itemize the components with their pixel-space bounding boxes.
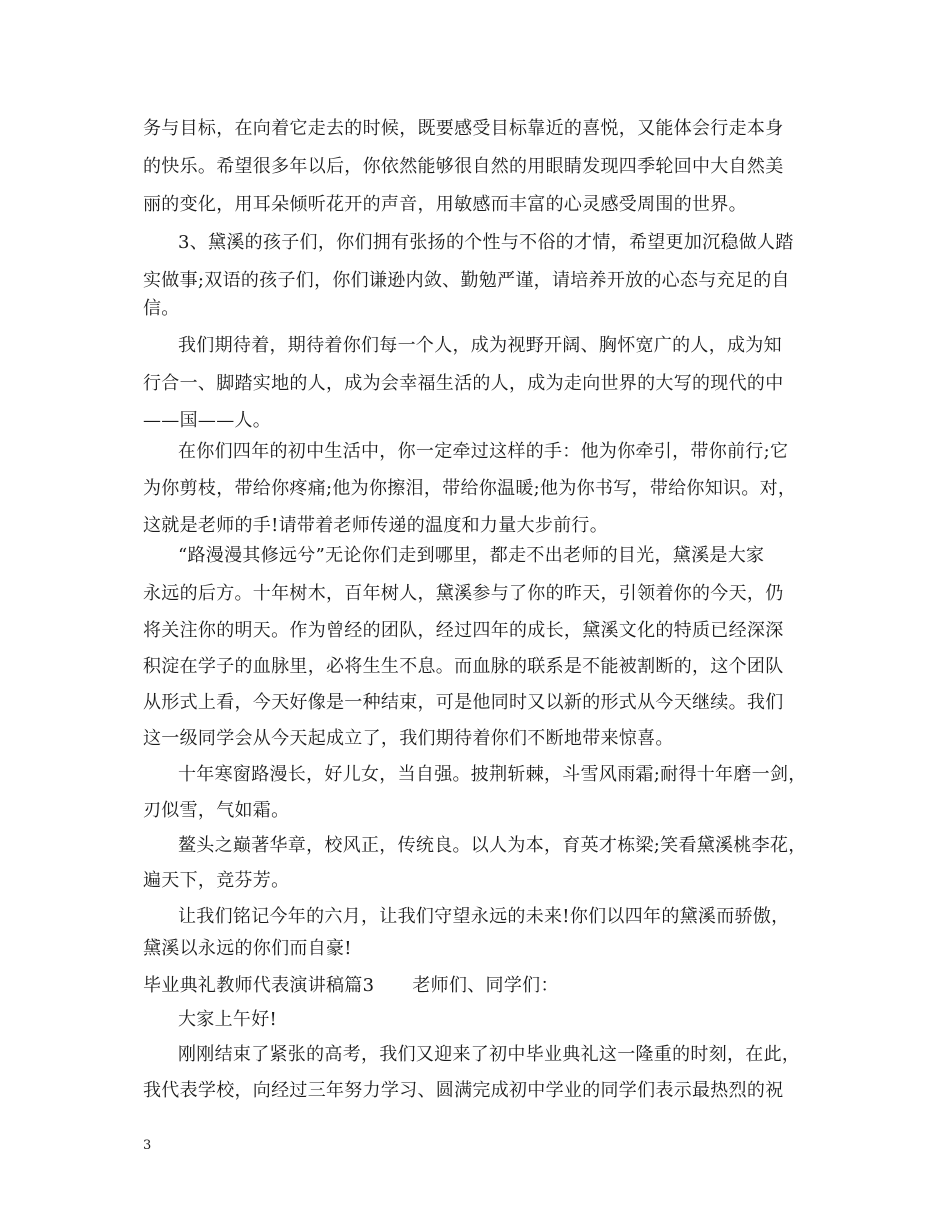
text-line: 务与目标，在向着它走去的时候，既要感受目标靠近的喜悦，又能体会行走本身 bbox=[143, 118, 784, 139]
text-line: 我们期待着，期待着你们每一个人，成为视野开阔、胸怀宽广的人，成为知 bbox=[178, 335, 782, 356]
text-line: 实做事;双语的孩子们，你们谦逊内敛、勤勉严谨，请培养开放的心态与充足的自 bbox=[143, 270, 790, 291]
text-line: 十年寒窗路漫长，好儿女，当自强。披荆斩棘，斗雪风雨霜;耐得十年磨一剑， bbox=[178, 764, 807, 785]
salutation: 老师们、同学们： bbox=[412, 975, 559, 996]
text-line: 这一级同学会从今天起成立了，我们期待着你们不断地带来惊喜。 bbox=[143, 728, 674, 749]
text-line: 遍天下，竞芬芳。 bbox=[143, 870, 290, 891]
text-line: 让我们铭记今年的六月，让我们守望永远的未来!你们以四年的黛溪而骄傲， bbox=[178, 906, 790, 927]
text-line: ——国——人。 bbox=[143, 410, 272, 431]
text-line: 刃似雪，气如霜。 bbox=[143, 800, 290, 821]
text-line: 将关注你的明天。作为曾经的团队，经过四年的成长，黛溪文化的特质已经深深 bbox=[143, 620, 784, 641]
text-line: 黛溪以永远的你们而自豪! bbox=[143, 938, 352, 959]
section-heading: 毕业典礼教师代表演讲稿篇3 bbox=[143, 975, 375, 996]
text-line: 鳌头之巅著华章，校风正，传统良。以人为本，育英才栋梁;笑看黛溪桃李花， bbox=[178, 835, 807, 856]
text-line: 我代表学校，向经过三年努力学习、圆满完成初中学业的同学们表示最热烈的祝 bbox=[143, 1080, 784, 1101]
text-line: “路漫漫其修远兮”无论你们走到哪里，都走不出老师的目光，黛溪是大家 bbox=[178, 545, 765, 566]
text-line: 在你们四年的初中生活中，你一定牵过这样的手：他为你牵引，带你前行;它 bbox=[178, 441, 789, 462]
text-line: 信。 bbox=[143, 298, 180, 319]
text-line: 这就是老师的手!请带着老师传递的温度和力量大步前行。 bbox=[143, 515, 609, 536]
text-line: 的快乐。希望很多年以后，你依然能够很自然的用眼睛发现四季轮回中大自然美 bbox=[143, 156, 784, 177]
text-line: 大家上午好! bbox=[178, 1009, 278, 1030]
text-line: 从形式上看，今天好像是一种结束，可是他同时又以新的形式从今天继续。我们 bbox=[143, 692, 784, 713]
text-line: 丽的变化，用耳朵倾听花开的声音，用敏感而丰富的心灵感受周围的世界。 bbox=[143, 194, 747, 215]
text-line: 3、黛溪的孩子们，你们拥有张扬的个性与不俗的才情，希望更加沉稳做人踏 bbox=[178, 232, 794, 253]
page-number: 3 bbox=[143, 1138, 152, 1153]
text-line: 刚刚结束了紧张的高考，我们又迎来了初中毕业典礼这一隆重的时刻，在此， bbox=[178, 1044, 801, 1065]
heading-line bbox=[143, 974, 823, 998]
text-line: 永远的后方。十年树木，百年树人，黛溪参与了你的昨天，引领着你的今天，仍 bbox=[143, 583, 784, 604]
text-line: 行合一、脚踏实地的人，成为会幸福生活的人，成为走向世界的大写的现代的中 bbox=[143, 373, 784, 394]
text-line: 为你剪枝，带给你疼痛;他为你擦泪，带给你温暖;他为你书写，带给你知识。对， bbox=[143, 478, 797, 499]
text-line: 积淀在学子的血脉里，必将生生不息。而血脉的联系是不能被割断的，这个团队 bbox=[143, 656, 784, 677]
